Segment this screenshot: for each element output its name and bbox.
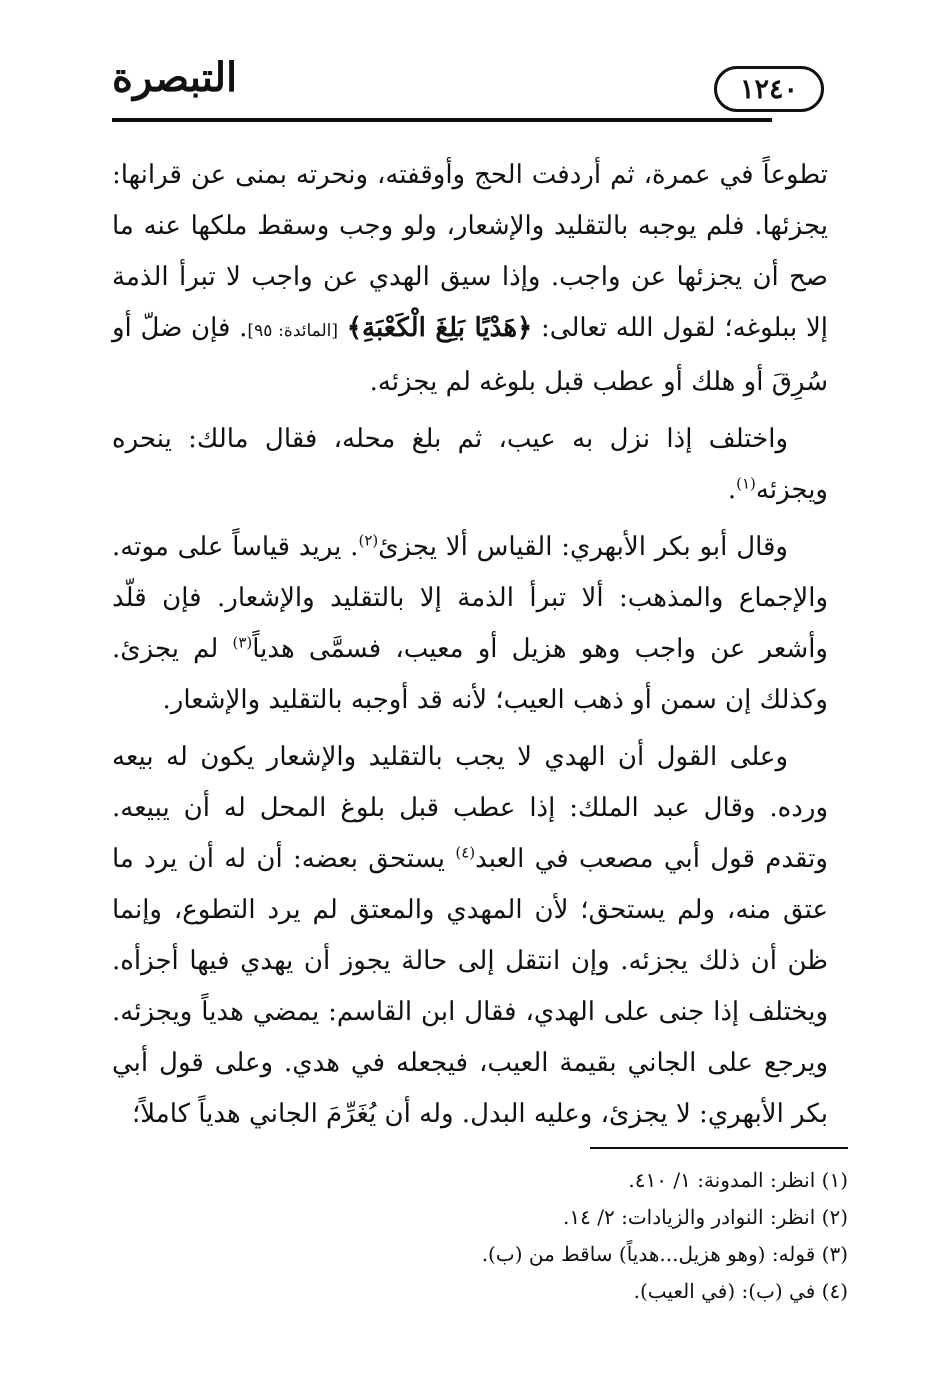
verse-reference: [المائدة: ٩٥] <box>247 321 339 341</box>
footnote-ref-3[interactable]: (٣) <box>232 633 253 652</box>
paragraph-1 <box>112 150 828 408</box>
header-rule <box>112 118 772 122</box>
page-header <box>112 52 824 124</box>
paragraph-2-end: . <box>727 475 737 505</box>
quran-verse: ﴿هَدْيًا بَلِغَ الْكَعْبَةِ﴾ <box>346 313 533 343</box>
footnote-4: (٤) في (ب): (في العيب). <box>633 1279 848 1303</box>
page-number-badge <box>714 66 824 112</box>
footnote-separator <box>590 1147 848 1149</box>
paragraph-3-text-a: وقال أبو بكر الأبهري: القياس ألا يجزئ <box>378 532 788 562</box>
footnote-3: (٣) قوله: (وهو هزيل...هدياً) ساقط من (ب). <box>481 1242 848 1266</box>
footnote-1: (١) انظر: المدونة: ١/ ٤١٠. <box>628 1168 848 1192</box>
paragraph-3 <box>112 522 828 726</box>
footnote-ref-1[interactable]: (١) <box>736 474 756 493</box>
paragraph-3-text-b: . يريد قياساً على موته. والإجماع والمذهب: ألا تبرأ الذمة إلا بالتقليد والإشعار. فإن قلّد وأشعر عن واجب وهو هزيل أو معيب، فسمَّى هدياً <box>112 532 828 664</box>
paragraph-4 <box>112 732 828 1140</box>
paragraph-1-text-a: تطوعاً في عمرة، ثم أردفت الحج وأوقفته، ونحرته بمنى عن قرانها: يجزئها. فلم يوجبه بالتقليد والإشعار، ولو وجب وسقط ملكها عنه ما صح أن يجزئها عن واجب. وإذا سيق الهدي عن واجب لا تبرأ الذمة إلا ببلوغه؛ لقول الله تعالى: <box>112 160 829 343</box>
paragraph-4-text-b: يستحق بعضه: أن له أن يرد ما عتق منه، ولم يستحق؛ لأن المهدي والمعتق لم يرد التطوع، وإنما ظن أن ذلك يجزئه. وإن انتقل إلى حالة يجوز أن يهدي فيها أجزأه. ويختلف إذا جنى على الهدي، فقال ابن القاسم: يمضي هدياً ويجزئه. ويرجع على الجاني بقيمة العيب، فيجعله في هدي. وعلى قول أبي بكر الأبهري: لا يجزئ، وعليه البدل. وله أن يُغَرِّمَ الجاني هدياً كاملاً؛ <box>112 844 828 1129</box>
main-text <box>112 150 828 1140</box>
footnote-2: (٢) انظر: النوادر والزيادات: ٢/ ١٤. <box>563 1205 848 1229</box>
paragraph-1-text-b: . فإن ضلّ أو سُرِقَ أو هلك أو عطب قبل بلوغه لم يجزئه. <box>112 313 828 397</box>
paragraph-2-text: واختلف إذا نزل به عيب، ثم بلغ محله، فقال مالك: ينحره ويجزئه <box>112 424 828 505</box>
page-number: ١٢٤٠ <box>739 73 798 105</box>
paragraph-3-text-c: لم يجزئ. وكذلك إن سمن أو ذهب العيب؛ لأنه قد أوجبه بالتقليد والإشعار. <box>112 634 828 715</box>
paragraph-4-text-a: وعلى القول أن الهدي لا يجب بالتقليد والإشعار يكون له بيعه ورده. وقال عبد الملك: إذا عطب قبل بلوغ المحل له أن يبيعه. وتقدم قول أبي مصعب في العبد <box>112 742 828 874</box>
footnotes <box>112 1162 848 1310</box>
book-title: التبصرة <box>112 54 238 101</box>
footnote-ref-4[interactable]: (٤) <box>455 843 476 862</box>
footnote-ref-2[interactable]: (٢) <box>358 531 379 550</box>
paragraph-2 <box>112 414 828 516</box>
